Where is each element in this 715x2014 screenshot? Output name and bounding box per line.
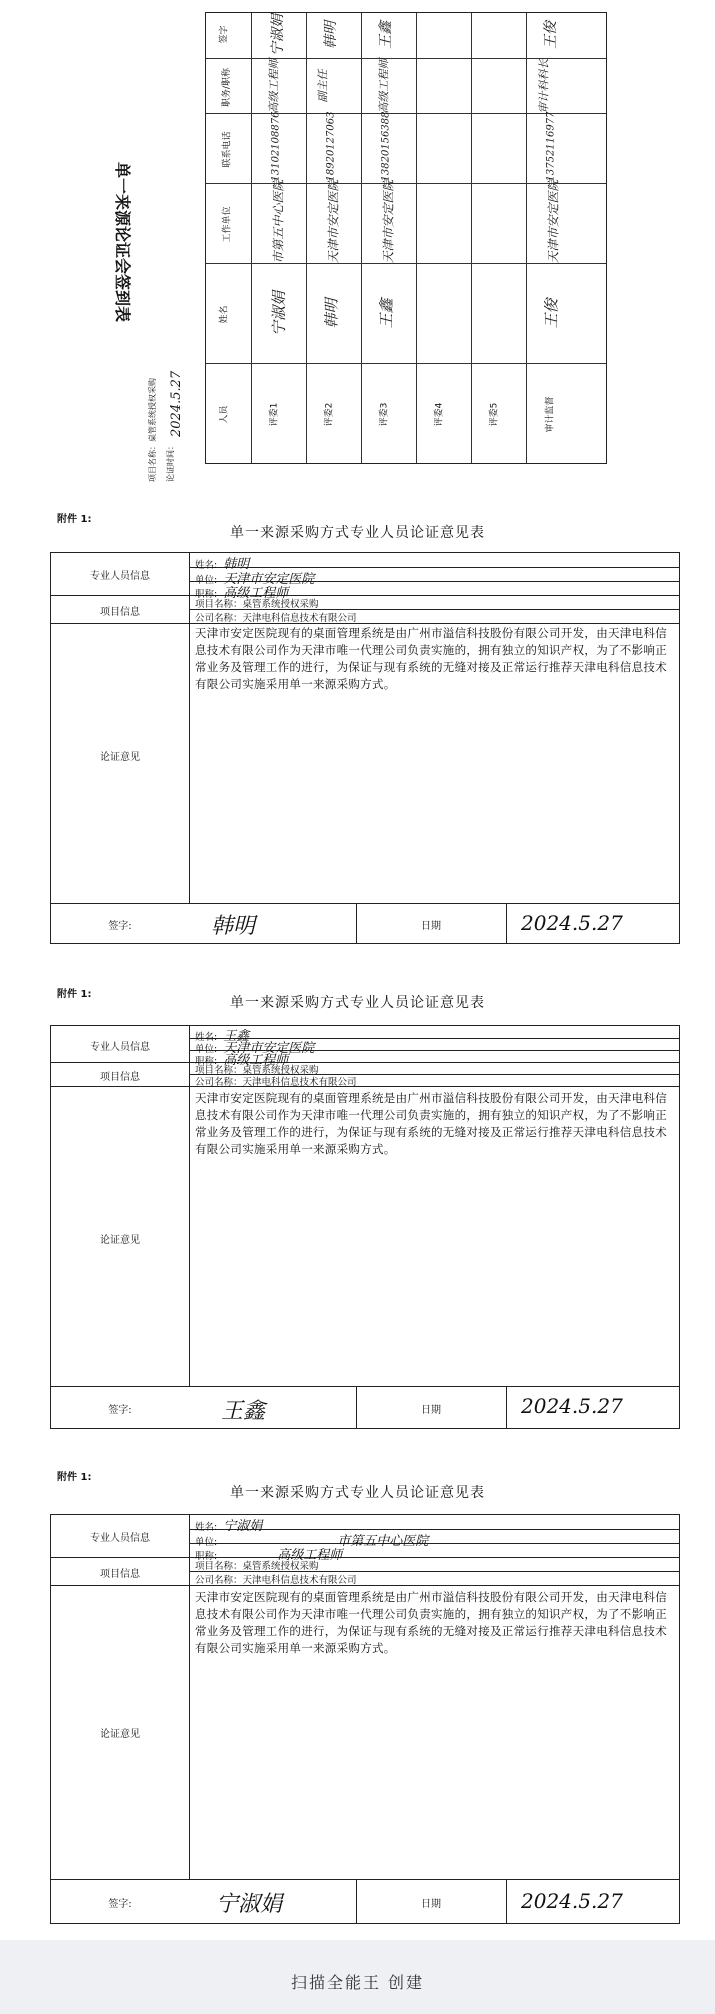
form1 [50, 552, 680, 944]
signin-title-text: 单一来源论证会签到表 [113, 162, 132, 323]
row3-sign: 王鑫 [378, 21, 394, 49]
form2-label-date: 日期 [421, 1405, 441, 1416]
form1-attach: 附件 1: [57, 514, 92, 525]
form1-title-label: 职称: [195, 589, 218, 600]
form2-sign-hand: 王鑫 [221, 1399, 266, 1424]
row6-title: 审计科科长 [537, 58, 551, 114]
form2-label-project: 项目信息 [100, 1072, 140, 1083]
form2-date-hand: 2024.5.27 [521, 1394, 623, 1418]
row1-name: 宁淑娟 [270, 290, 289, 337]
row2-phone: 18920127063 [325, 111, 337, 182]
form2-title-hand: 高级工程师 [223, 1053, 289, 1068]
form1-name-label: 姓名: [195, 560, 218, 571]
form1-name-hand: 韩明 [223, 557, 250, 572]
row1-title: 高级工程师 [267, 58, 281, 114]
form1-label-opinion: 论证意见 [100, 752, 140, 763]
hdr-person: 人员 [219, 405, 230, 424]
signin-title [105, 162, 145, 362]
form2-name-label: 姓名: [195, 1032, 218, 1043]
form3-name-label: 姓名: [195, 1522, 218, 1533]
form2-name-hand: 王鑫 [223, 1029, 250, 1044]
row2-title: 副主任 [316, 69, 330, 103]
signin-project: 项目名称：桌管系统授权采购 [148, 378, 157, 482]
form2-label-person: 专业人员信息 [90, 1042, 150, 1053]
row6-name: 王俊 [542, 298, 561, 329]
row3-name: 王鑫 [377, 298, 396, 329]
row1-phone: 13102108876 [270, 111, 282, 182]
form1-title-hand: 高级工程师 [223, 586, 289, 601]
form1-date-hand: 2024.5.27 [521, 911, 623, 935]
form1-company: 公司名称：天津电科信息技术有限公司 [195, 613, 357, 624]
hdr-sign: 签字 [219, 25, 230, 44]
form3-company: 公司名称：天津电科信息技术有限公司 [195, 1575, 357, 1586]
footer-text: 扫描全能王 创建 [290, 1973, 425, 1992]
form3-project-name: 项目名称：桌管系统授权采购 [195, 1561, 319, 1572]
signin-date-label: 论证时间： [166, 442, 175, 482]
form1-unit-hand: 天津市安定医院 [223, 572, 315, 587]
signin-date-hand: 2024.5.27 [169, 370, 184, 437]
form1-label-date: 日期 [421, 921, 441, 932]
form3-name-hand: 宁淑娟 [223, 1519, 263, 1534]
form1-label-project: 项目信息 [100, 607, 140, 618]
form3-sign-hand: 宁淑娟 [216, 1892, 283, 1917]
form3-label-date: 日期 [421, 1899, 441, 1910]
form3-label-project: 项目信息 [100, 1569, 140, 1580]
form2-unit-label: 单位: [195, 1044, 218, 1055]
row6-phone: 13752116977 [545, 111, 557, 182]
row6-role: 审计监督 [545, 396, 556, 433]
hdr-title: 职务/职称 [222, 67, 233, 108]
form1-label-person: 专业人员信息 [90, 571, 150, 582]
row2-role: 评委2 [324, 402, 335, 427]
form3-title-label: 职称: [195, 1551, 218, 1562]
form2 [50, 1025, 680, 1429]
form2-title: 单一来源采购方式专业人员论证意见表 [230, 995, 485, 1011]
row2-sign: 韩明 [323, 21, 339, 49]
row5-role: 评委5 [489, 402, 500, 427]
form1-title: 单一来源采购方式专业人员论证意见表 [230, 525, 485, 541]
form3 [50, 1514, 680, 1924]
form3-label-person: 专业人员信息 [90, 1533, 150, 1544]
form1-unit-label: 单位: [195, 575, 218, 586]
row3-title: 高级工程师 [377, 58, 391, 114]
hdr-phone: 联系电话 [222, 131, 233, 168]
form2-unit-hand: 天津市安定医院 [223, 1041, 315, 1056]
signin-sheet [113, 12, 685, 482]
form3-label-opinion: 论证意见 [100, 1729, 140, 1740]
signin-grid [205, 12, 607, 464]
row6-sign: 王俊 [543, 21, 559, 49]
form3-opinion: 天津市安定医院现有的桌面管理系统是由广州市溢信科技股份有限公司开发，由天津电科信息技术有限公司作为天津市唯一代理公司负责实施的，拥有独立的知识产权，为了不影响正常业务及管理工作的进行，为保证与现有系统的无缝对接及正常运行推荐天津电科信息技术有限公司实施采用单一来源采购方式。 [195, 1590, 667, 1655]
form2-label-opinion: 论证意见 [100, 1235, 140, 1246]
form3-title-hand: 高级工程师 [277, 1548, 343, 1563]
hdr-name: 姓名 [219, 305, 230, 324]
form3-label-sign: 签字: [108, 1899, 132, 1910]
row1-sign: 宁淑娟 [270, 14, 286, 56]
form3-date-hand: 2024.5.27 [521, 1889, 623, 1913]
form2-title-label: 职称: [195, 1056, 218, 1067]
row2-name: 韩明 [322, 298, 341, 329]
row3-role: 评委3 [379, 402, 390, 427]
row6-unit: 天津市安定医院 [546, 179, 561, 264]
row2-unit: 天津市安定医院 [326, 179, 341, 264]
form1-label-sign: 签字: [108, 921, 132, 932]
scanner-footer [0, 1940, 715, 2014]
row1-unit: 市第五中心医院 [271, 179, 286, 264]
form2-company: 公司名称：天津电科信息技术有限公司 [195, 1077, 357, 1088]
row3-phone: 13820156388 [380, 111, 392, 182]
form2-opinion: 天津市安定医院现有的桌面管理系统是由广州市溢信科技股份有限公司开发，由天津电科信息技术有限公司作为天津市唯一代理公司负责实施的，拥有独立的知识产权，为了不影响正常业务及管理工作的进行，为保证与现有系统的无缝对接及正常运行推荐天津电科信息技术有限公司实施采用单一来源采购方式。 [195, 1091, 667, 1156]
row1-role: 评委1 [269, 402, 280, 427]
row4-role: 评委4 [434, 402, 445, 427]
form2-label-sign: 签字: [108, 1405, 132, 1416]
row3-unit: 天津市安定医院 [381, 179, 396, 264]
hdr-unit: 工作单位 [222, 206, 233, 243]
form1-opinion: 天津市安定医院现有的桌面管理系统是由广州市溢信科技股份有限公司开发，由天津电科信息技术有限公司作为天津市唯一代理公司负责实施的，拥有独立的知识产权，为了不影响正常业务及管理工作的进行，为保证与现有系统的无缝对接及正常运行推荐天津电科信息技术有限公司实施采用单一来源采购方式。 [195, 626, 667, 691]
form3-title: 单一来源采购方式专业人员论证意见表 [230, 1485, 485, 1501]
form3-attach: 附件 1: [57, 1472, 92, 1483]
form1-sign-hand: 韩明 [211, 914, 256, 939]
form3-unit-label: 单位: [195, 1537, 218, 1548]
form2-attach: 附件 1: [57, 989, 92, 1000]
form3-unit-hand: 市第五中心医院 [337, 1534, 429, 1549]
form2-project-name: 项目名称：桌管系统授权采购 [195, 1065, 319, 1076]
form1-project-name: 项目名称：桌管系统授权采购 [195, 599, 319, 610]
